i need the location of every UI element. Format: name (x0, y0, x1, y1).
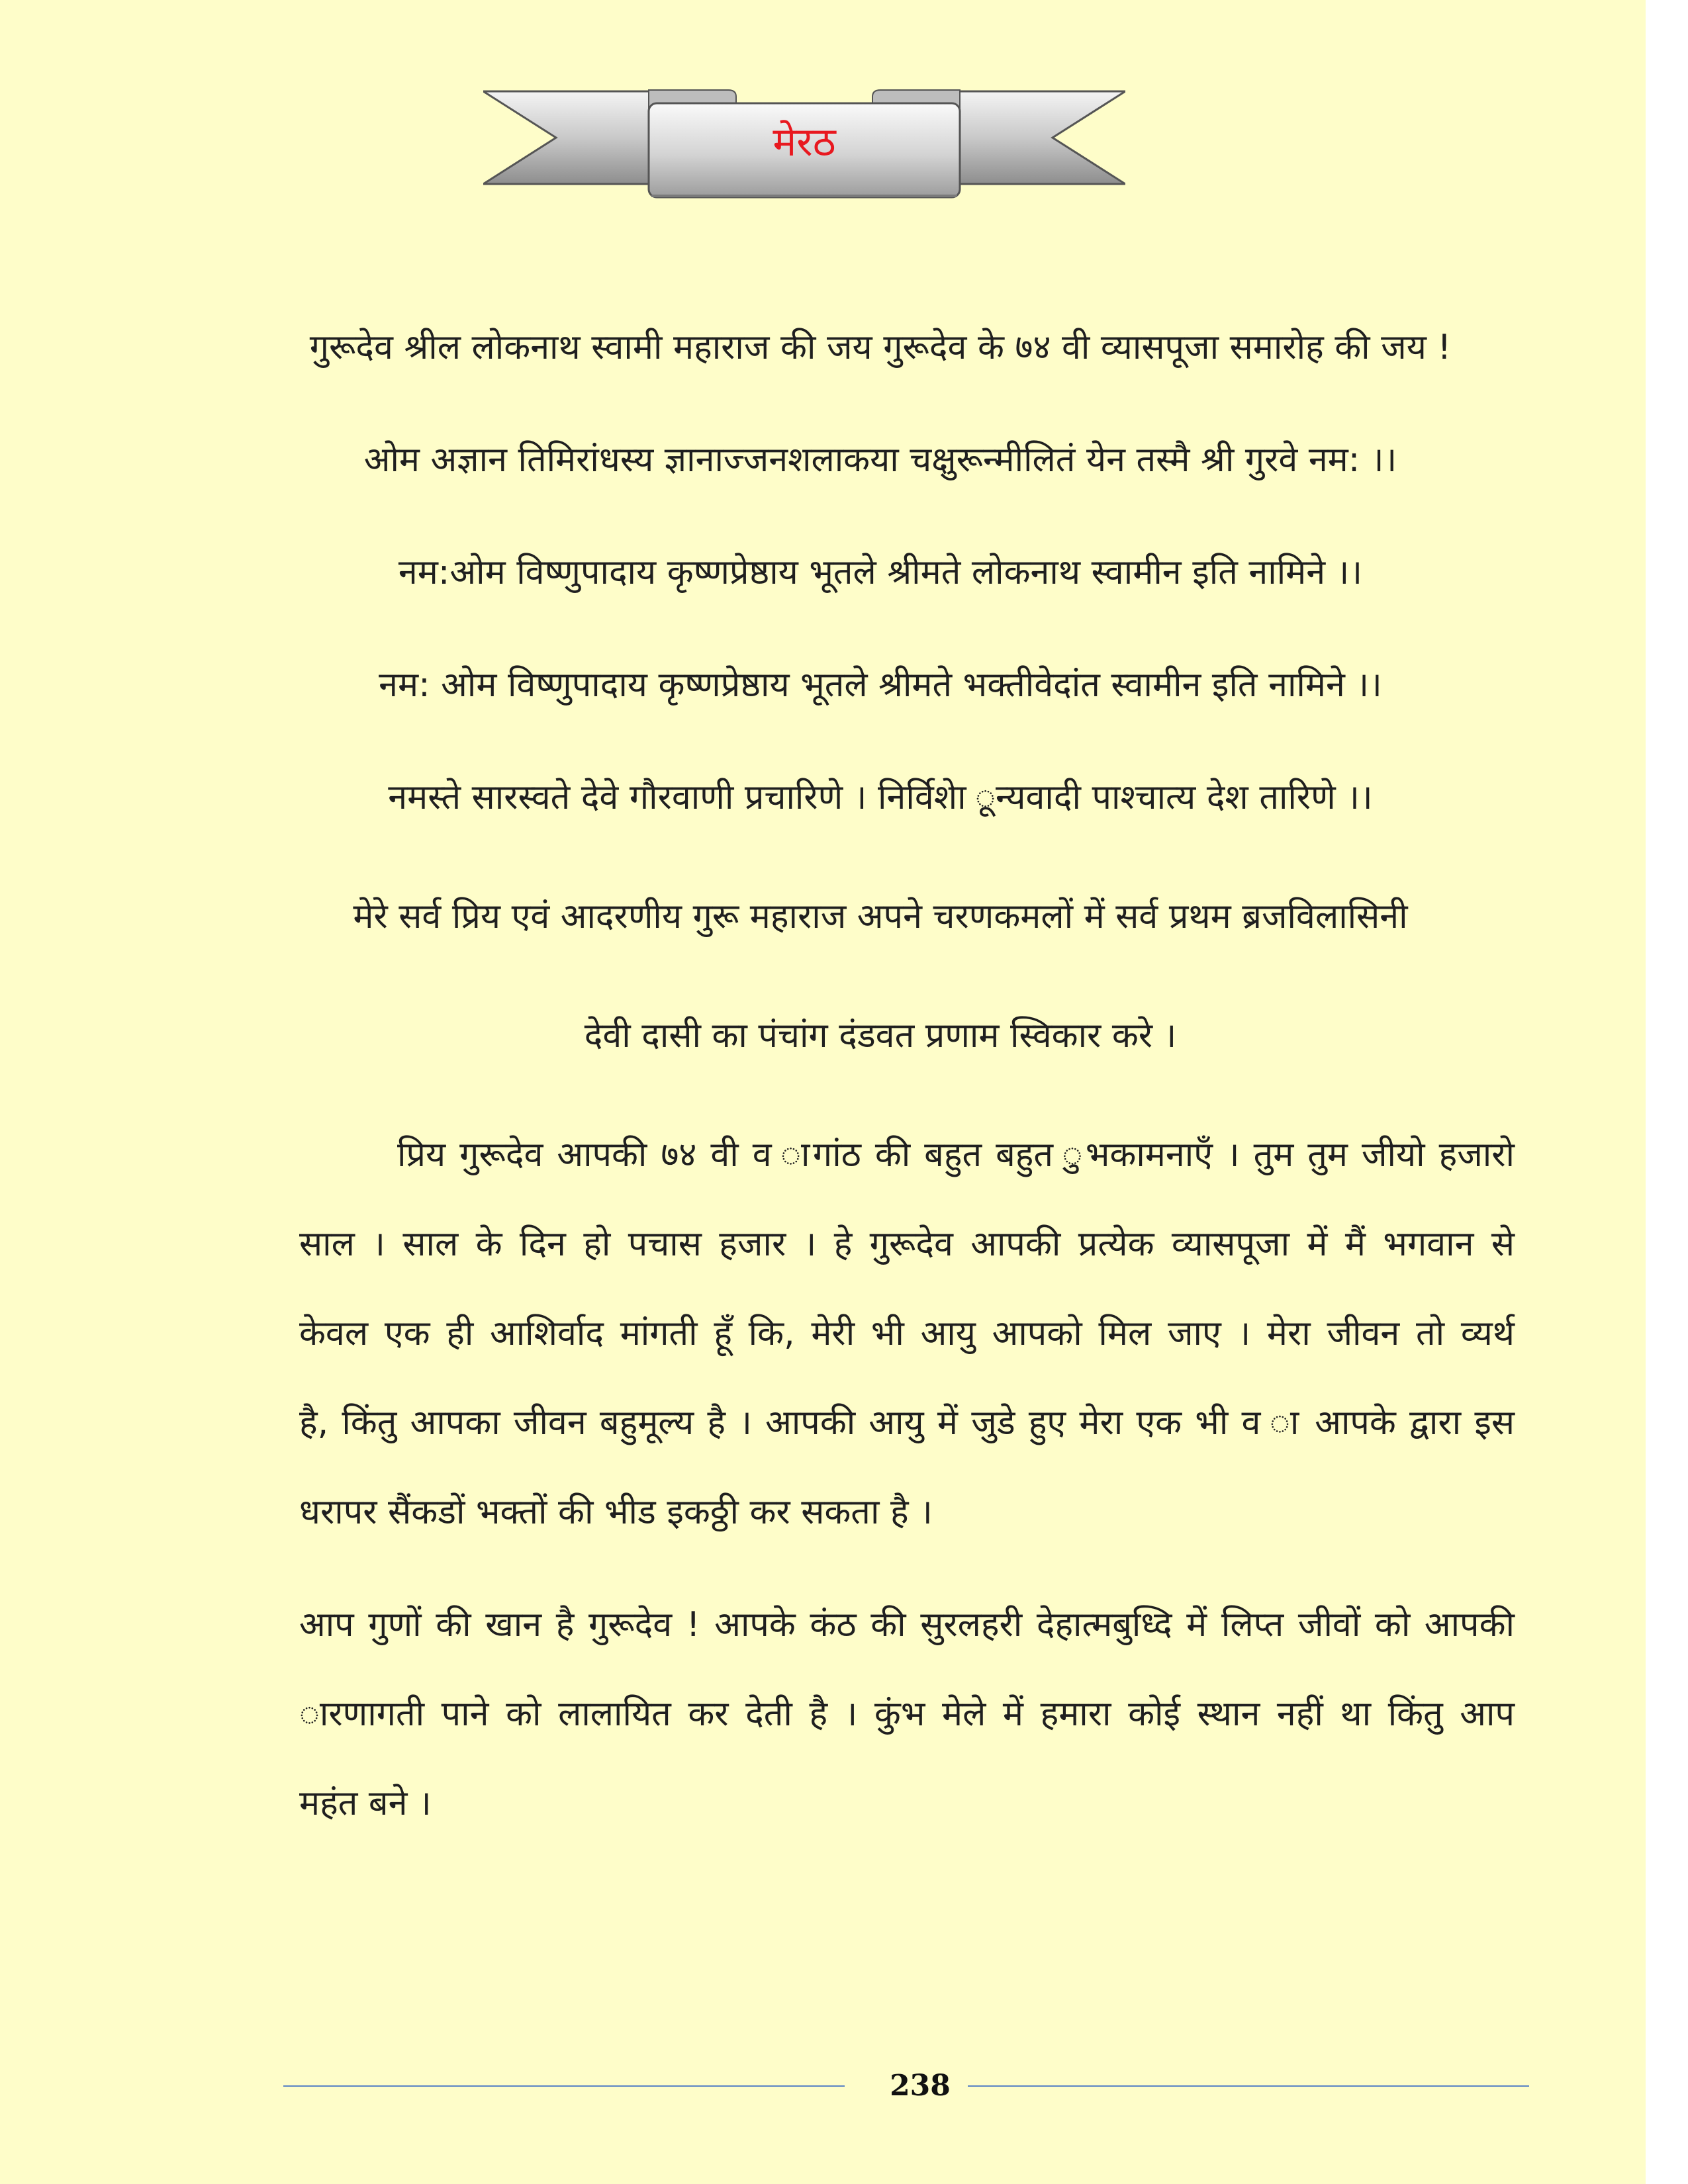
page-number: 238 (890, 2069, 951, 2103)
salutation-line-2: देवी दासी का पंचांग दंडवत प्रणाम स्विकार करे । (584, 1016, 1177, 1056)
invocation-line-4: नम: ओम विष्णुपादाय कृष्णप्रेष्ठाय भूतले श्रीमते भक्तीवेदांत स्वामीन इति नामिने ।। (379, 665, 1382, 705)
paragraph-1-line-2: साल । साल के दिन हो पचास हजार । हे गुरूदेव आपकी प्रत्येक व्यासपूजा में मैं भगवान से (299, 1224, 1515, 1264)
invocation-line-3: नम:ओम विष्णुपादाय कृष्णप्रेष्ठाय भूतले श्रीमते लोकनाथ स्वामीन इति नामिने ।। (398, 553, 1363, 592)
paragraph-1-line-1: प्रिय गुरूदेव आपकी ७४ वी व ागांठ की बहुत बहुत ुभकामनाऍं । तुम तुम जीयो हजारो (397, 1135, 1515, 1175)
footer-rule-left (283, 2085, 845, 2087)
invocation-line-1: गुरूदेव श्रील लोकनाथ स्वामी महाराज की जय गुरूदेव के ७४ वी व्यासपूजा समारोह की जय ! (309, 328, 1452, 367)
invocation-line-5: नमस्ते सारस्वते देवे गौरवाणी प्रचारिणे । निर्विशेा ून्यवादी पाश्चात्य देश तारिणे ।। (388, 778, 1373, 817)
paragraph-1-line-4: है, किंतु आपका जीवन बहुमूल्य है । आपकी आयु में जुडे हुए मेरा एक भी व ा आपके द्वारा इस (299, 1403, 1515, 1443)
paragraph-2-line-1: आप गुणों की खान है गुरूदेव ! आपके कंठ की सुरलहरी देहात्मबुध्दि में लिप्त जीवों को आपकी (299, 1605, 1515, 1645)
paragraph-2-line-3: महंत बने । (299, 1784, 432, 1823)
paragraph-2-line-2: ारणागती पाने को लालायित कर देती है । कुंभ मेले में हमारा कोई स्थान नहीं था किंतु आप (299, 1694, 1515, 1734)
paragraph-1-line-5: धरापर सैंकडों भक्तों की भीड इकठ्ठी कर सकता है । (299, 1492, 933, 1532)
paragraph-1-line-3: केवल एक ही आशिर्वाद मांगती हूँ कि, मेरी भी आयु आपको मिल जाए । मेरा जीवन तो व्यर्थ (299, 1314, 1515, 1353)
salutation-line-1: मेरे सर्व प्रिय एवं आदरणीय गुरू महाराज अपने चरणकमलों में सर्व प्रथम ब्रजविलासिनी (353, 897, 1408, 936)
footer-rule-right (968, 2085, 1529, 2087)
banner-title: मेरठ (773, 119, 836, 165)
invocation-line-2: ओम अज्ञान तिमिरांधस्य ज्ञानाज्जनशलाकया चक्षुरून्मीलितं येन तस्मै श्री गुरवे नम: ।। (363, 440, 1397, 480)
